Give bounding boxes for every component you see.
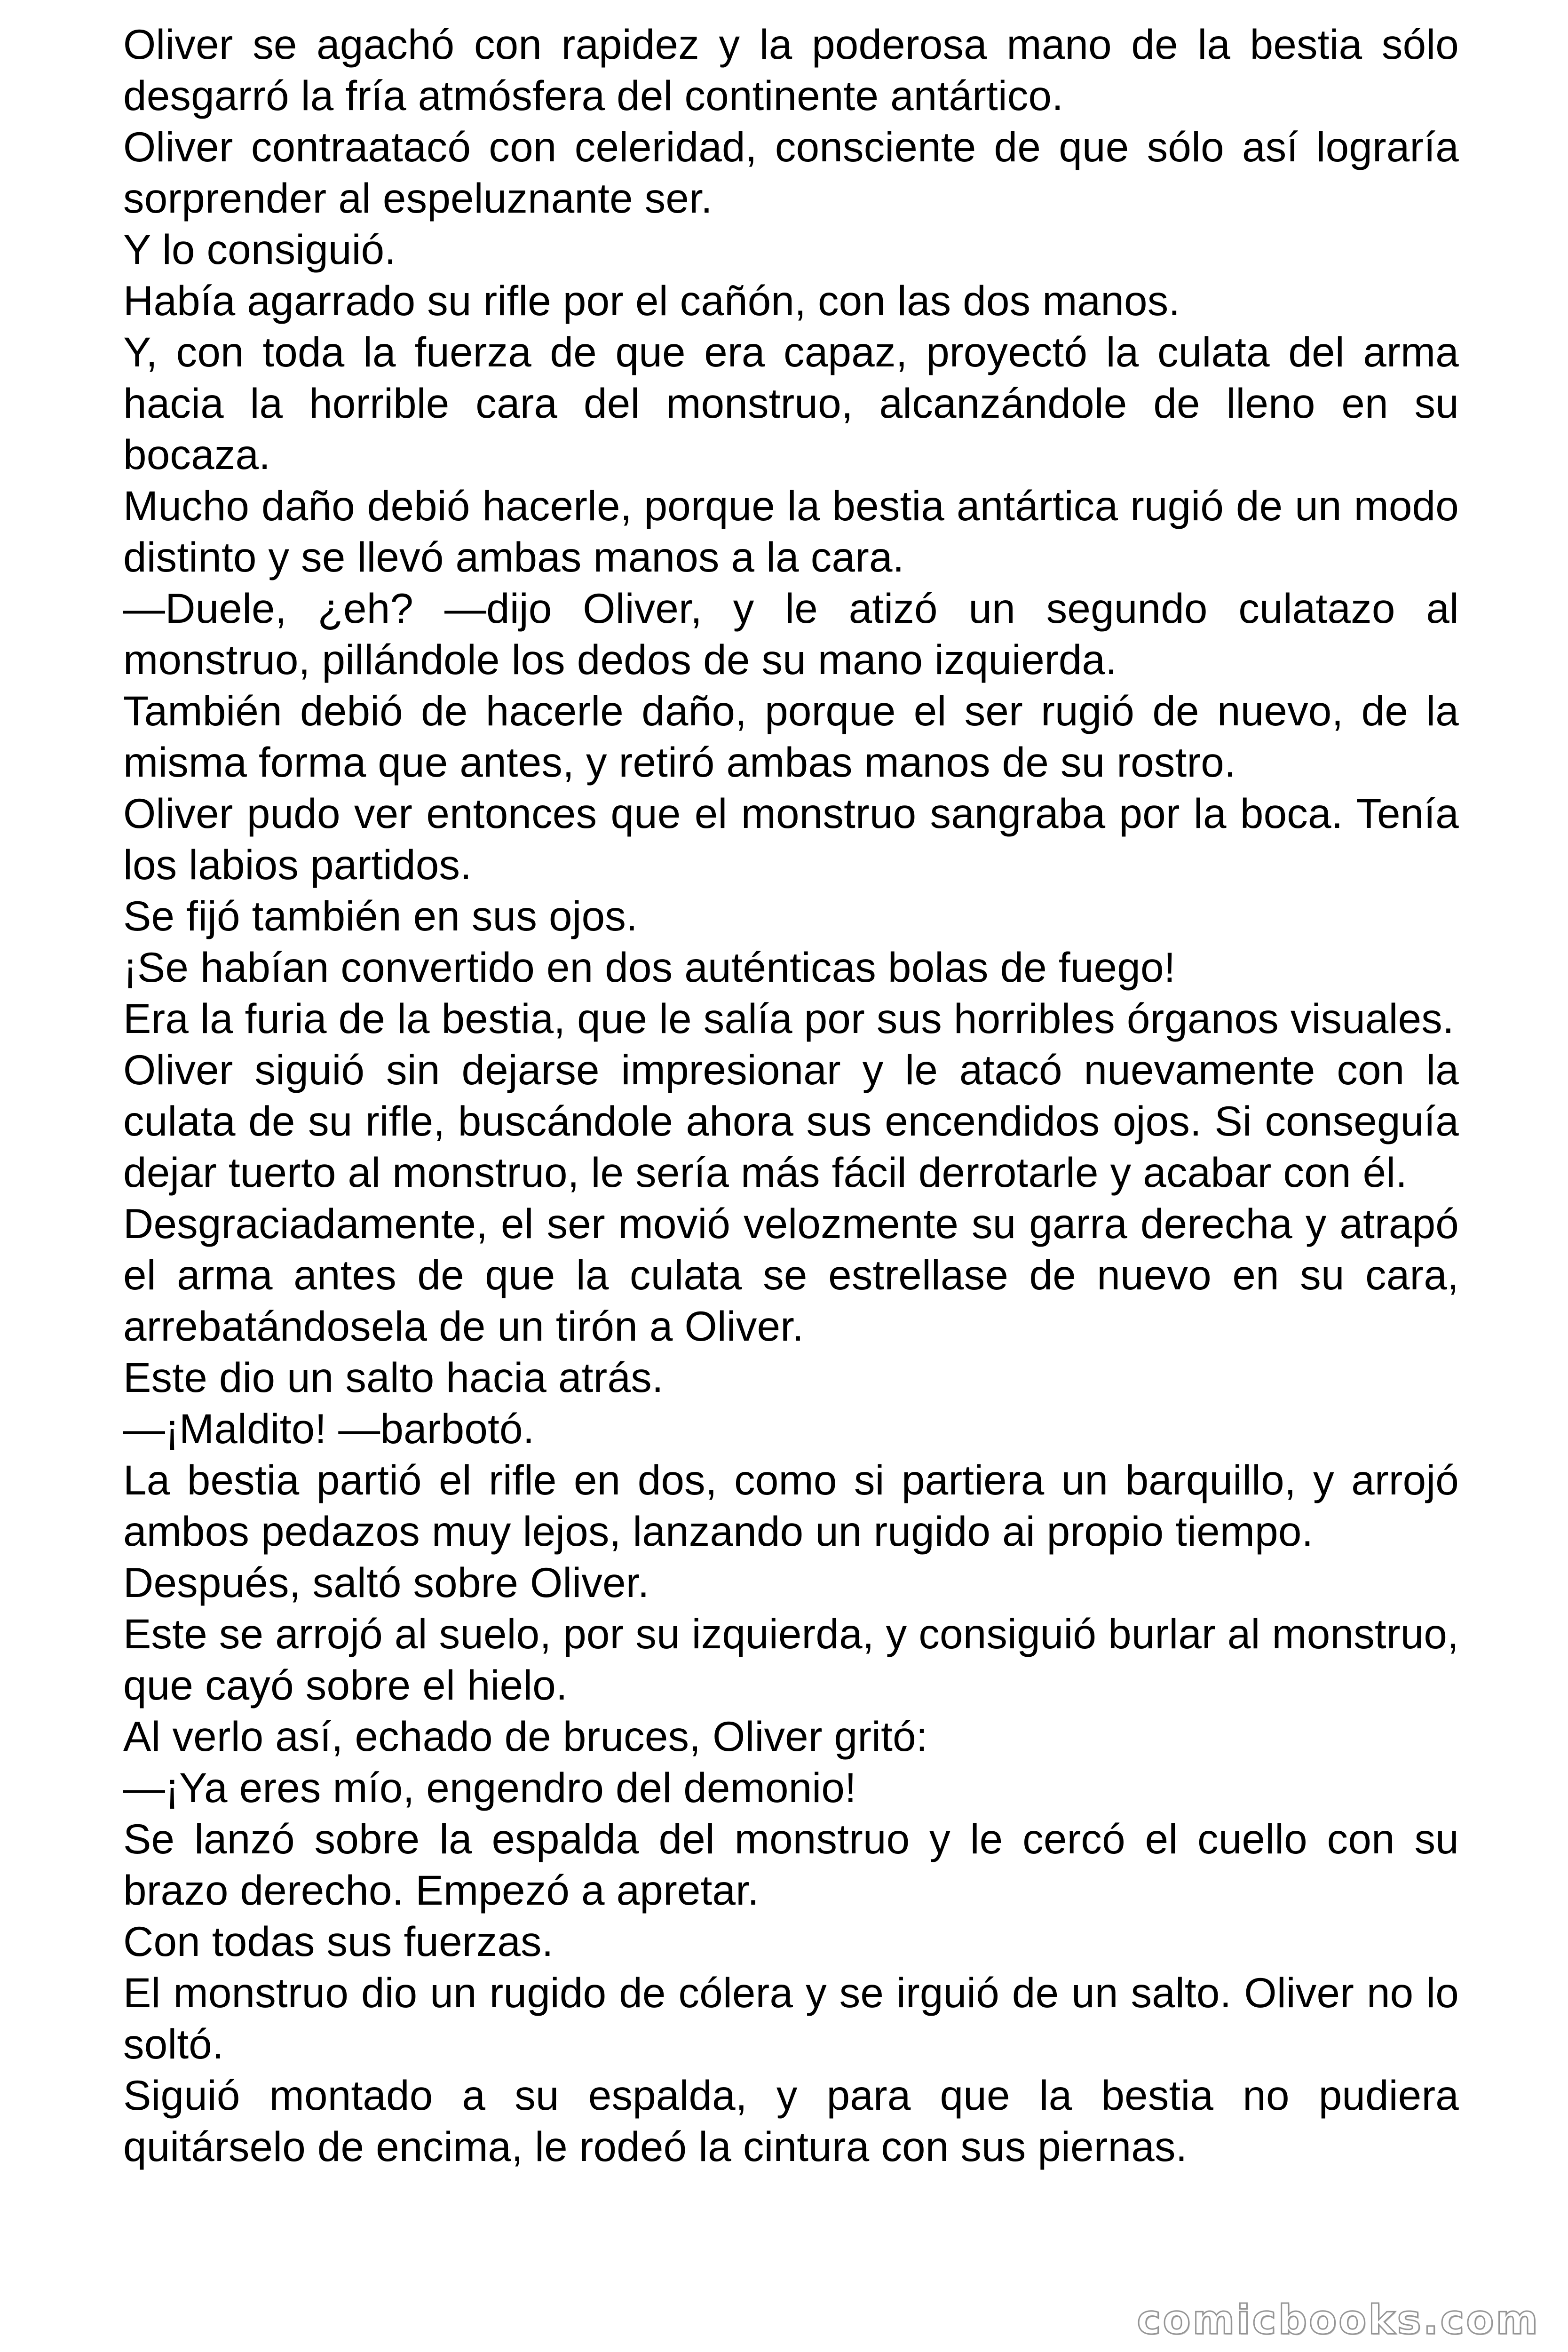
paragraph: Mucho daño debió hacerle, porque la bestia antártica rugió de un modo distinto y se llevó ambas manos a la cara. bbox=[123, 482, 1459, 580]
paragraph: Se fijó también en sus ojos. bbox=[123, 892, 638, 939]
body-text bbox=[123, 19, 1459, 2172]
paragraph: La bestia partió el rifle en dos, como si partiera un barquillo, y arrojó ambos pedazos muy lejos, lanzando un rugido ai propio tiempo. bbox=[123, 1456, 1459, 1555]
paragraph: —¡Ya eres mío, engendro del demonio! bbox=[123, 1764, 856, 1811]
paragraph: Desgraciadamente, el ser movió velozmente su garra derecha y atrapó el arma antes de que la culata se estrellase de nuevo en su cara, arrebatándosela de un tirón a Oliver. bbox=[123, 1200, 1459, 1350]
paragraph: Oliver contraatacó con celeridad, consciente de que sólo así lograría sorprender al espeluznante ser. bbox=[123, 123, 1459, 222]
paragraph: Siguió montado a su espalda, y para que la bestia no pudiera quitárselo de encima, le rodeó la cintura con sus piernas. bbox=[123, 2072, 1459, 2170]
paragraph: Y lo consiguió. bbox=[123, 226, 396, 273]
paragraph: Oliver se agachó con rapidez y la poderosa mano de la bestia sólo desgarró la fría atmósfera del continente antártico. bbox=[123, 21, 1459, 119]
paragraph: Oliver pudo ver entonces que el monstruo sangraba por la boca. Tenía los labios partidos. bbox=[123, 790, 1459, 888]
paragraph: Este se arrojó al suelo, por su izquierda, y consiguió burlar al monstruo, que cayó sobre el hielo. bbox=[123, 1610, 1459, 1708]
paragraph: Había agarrado su rifle por el cañón, con las dos manos. bbox=[123, 277, 1180, 324]
paragraph: ¡Se habían convertido en dos auténticas bolas de fuego! bbox=[123, 944, 1176, 991]
paragraph: Se lanzó sobre la espalda del monstruo y le cercó el cuello con su brazo derecho. Empezó a apretar. bbox=[123, 1815, 1459, 1914]
paragraph: Después, saltó sobre Oliver. bbox=[123, 1559, 649, 1606]
paragraph: —¡Maldito! —barbotó. bbox=[123, 1405, 535, 1452]
paragraph: También debió de hacerle daño, porque el ser rugió de nuevo, de la misma forma que antes, y retiró ambas manos de su rostro. bbox=[123, 687, 1459, 786]
paragraph: Y, con toda la fuerza de que era capaz, proyectó la culata del arma hacia la horrible cara del monstruo, alcanzándole de lleno en su bocaza. bbox=[123, 328, 1459, 478]
paragraph: Al verlo así, echado de bruces, Oliver gritó: bbox=[123, 1713, 928, 1760]
paragraph: —Duele, ¿eh? —dijo Oliver, y le atizó un segundo culatazo al monstruo, pillándole los dedos de su mano izquierda. bbox=[123, 585, 1459, 683]
paragraph: Oliver siguió sin dejarse impresionar y le atacó nuevamente con la culata de su rifle, buscándole ahora sus encendidos ojos. Si conseguía dejar tuerto al monstruo, le sería más fácil derrotarle y acabar con él. bbox=[123, 1046, 1459, 1196]
paragraph: Con todas sus fuerzas. bbox=[123, 1918, 554, 1965]
paragraph: Este dio un salto hacia atrás. bbox=[123, 1354, 664, 1401]
paragraph: El monstruo dio un rugido de cólera y se irguió de un salto. Oliver no lo soltó. bbox=[123, 1969, 1459, 2067]
watermark-logo: comicbooks.com bbox=[1137, 2296, 1540, 2344]
paragraph: Era la furia de la bestia, que le salía por sus horribles órganos visuales. bbox=[123, 995, 1454, 1042]
